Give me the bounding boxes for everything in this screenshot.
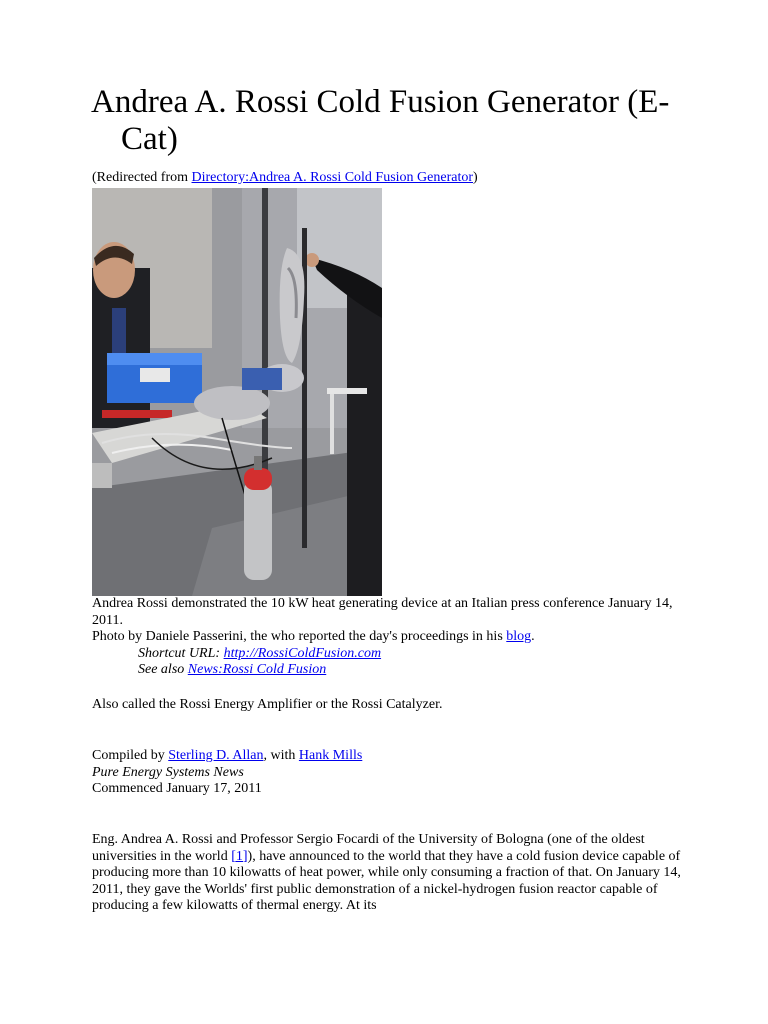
- credit-suffix: .: [531, 629, 535, 644]
- see-also-line: [92, 662, 692, 679]
- redirect-suffix: ): [473, 170, 478, 185]
- commenced-date: Commenced January 17, 2011: [92, 781, 262, 796]
- reference-1-link[interactable]: [1]: [231, 848, 248, 864]
- see-also-link[interactable]: News:Rossi Cold Fusion: [187, 662, 327, 677]
- publication-name: Pure Energy Systems News: [92, 764, 244, 780]
- credit-text: Photo by Daniele Passerini, the who reported the day's proceedings in his: [92, 629, 507, 644]
- photo-caption: [92, 596, 692, 679]
- ecat-demonstration-photo: [92, 188, 382, 596]
- caption-description: Andrea Rossi demonstrated the 10 kW heat generating device at an Italian press conference January 14, 2011.: [92, 596, 673, 628]
- blog-link[interactable]: blog: [506, 629, 532, 644]
- body-text-part2: ), have announced to the world that they have a cold fusion device capable of producing more than 10 kilowatts of heat power, while only consuming a fraction of that. On January 14, 2011, they gave the Worlds' first public demonstration of a nickel-hydrogen fusion reactor capable of producing a few kilowatts of thermal energy. At its: [92, 848, 681, 913]
- credits-block: [92, 748, 702, 798]
- body-paragraph: [92, 832, 702, 915]
- shortcut-url-link[interactable]: http://RossiColdFusion.com: [223, 645, 382, 661]
- body-text-part1: Eng. Andrea A. Rossi and Professor Sergio Focardi of the University of Bologna (one of the oldest universities in the world: [92, 832, 645, 864]
- author-hank-link[interactable]: Hank Mills: [298, 748, 363, 763]
- shortcut-url-line: [92, 646, 692, 663]
- compiled-prefix: Compiled by: [92, 748, 169, 763]
- redirect-notice: [92, 169, 478, 187]
- compiled-by-line: [92, 748, 702, 765]
- author-sterling-link[interactable]: Sterling D. Allan: [168, 748, 264, 763]
- shortcut-label: Shortcut URL:: [138, 645, 224, 661]
- photo-credit: [92, 629, 692, 646]
- also-called-paragraph: Also called the Rossi Energy Amplifier or the Rossi Catalyzer.: [92, 697, 443, 712]
- with-text: , with: [263, 748, 299, 763]
- redirect-source-link[interactable]: Directory:Andrea A. Rossi Cold Fusion Generator: [191, 170, 474, 185]
- redirect-prefix: (Redirected from: [92, 170, 192, 185]
- see-also-label: See also: [138, 662, 188, 677]
- page-title: Andrea A. Rossi Cold Fusion Generator (E-Cat): [91, 84, 670, 157]
